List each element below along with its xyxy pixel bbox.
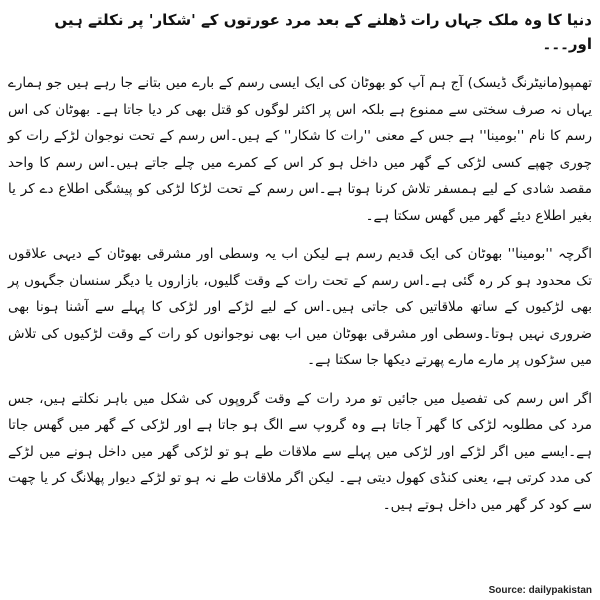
article-paragraph-2: اگرچہ ''بومینا'' بھوٹان کی ایک قدیم رسم ہے لیکن اب یہ وسطی اور مشرقی بھوٹان کے دیہی علاقوں تک محدود ہو کر رہ گئی ہے۔اس رسم کے تحت رات کے وقت گلیوں، بازاروں یا دیگر سنسان جگہوں پر بھی لڑکیوں کے ساتھ ملاقاتیں کی جاتی ہیں۔اس کے لیے لڑکے اور لڑکی کا پہلے سے آشنا ہونا بھی ضروری نہیں ہوتا۔وسطی اور مشرقی بھوٹان میں اب بھی نوجوانوں کو رات کے وقت لڑکیوں کی تلاش میں سڑکوں پر مارے مارے پھرتے دیکھا جا سکتا ہے۔ [8, 246, 592, 368]
article-paragraph-1: تھمپو(مانیٹرنگ ڈیسک) آج ہم آپ کو بھوٹان کی ایک ایسی رسم کے بارے میں بتانے جا رہے ہیں جو ہمارے یہاں نہ صرف سختی سے ممنوع ہے بلکہ اس پر اکثر لوگوں کو قتل بھی کر دیا جاتا ہے۔ بھوٹان کی اس رسم کا نام ''بومینا'' ہے جس کے معنی ''رات کا شکار'' کے ہیں۔اس رسم کے تحت نوجوان لڑکے رات کو چوری چھپے کسی لڑکی کے گھر میں داخل ہو کر اس کے کمرے میں چلے جاتے ہیں۔اس رسم کا واحد مقصد شادی کے لیے ہمسفر تلاش کرنا ہوتا ہے۔اس رسم کے تحت لڑکا لڑکی کو پیشگی اطلاع دے کر یا بغیر اطلاع دیئے گھر میں گھس سکتا ہے۔ [8, 75, 592, 224]
article-paragraph-3: اگر اس رسم کی تفصیل میں جائیں تو مرد رات کے وقت گروپوں کی شکل میں باہر نکلتے ہیں، جس مرد کی مطلوبہ لڑکی کا گھر آ جاتا ہے وہ گروپ سے الگ ہو جاتا ہے اور لڑکی کے گھر میں گھس جاتا ہے۔ایسے میں اگر لڑکے اور لڑکی میں پہلے سے ملاقات طے ہو تو لڑکی گھر میں داخل ہونے میں لڑکے کی مدد کرتی ہے، یعنی کنڈی کھول دیتی ہے۔ لیکن اگر ملاقات طے نہ ہو تو لڑکے دیوار پھلانگ کر یا چھت سے کود کر گھر میں داخل ہوتے ہیں۔ [8, 390, 592, 513]
article-headline: دنیا کا وہ ملک جہاں رات ڈھلنے کے بعد مرد عورتوں کے 'شکار' پر نکلتے ہیں اور۔۔۔ [54, 11, 592, 53]
source-credit: Source: dailypakistan [488, 585, 592, 596]
article [8, 8, 592, 592]
